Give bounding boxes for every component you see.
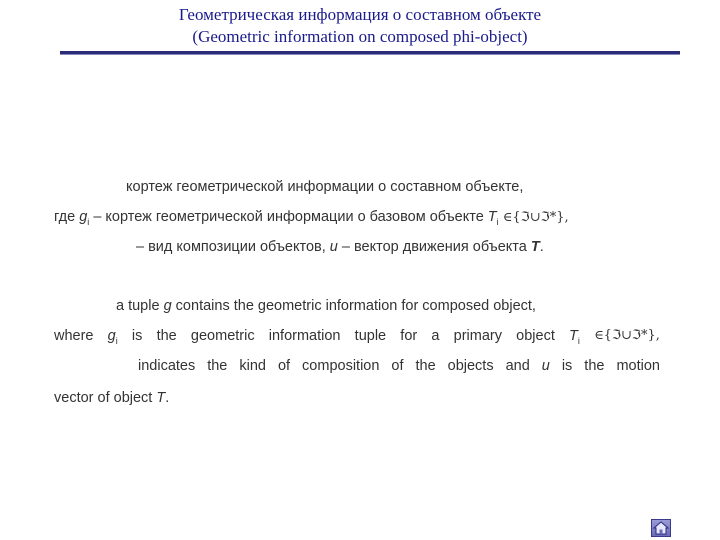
ru-line-2: где $g_i$ – кортеж геометрической информации о базовом объекте $T_i$ ∈{ℑ∪ℑ*}, xyxy=(54,209,569,227)
home-button[interactable] xyxy=(651,519,671,537)
en-line-3: indicates the kind of composition of the objects and u is the motion xyxy=(138,358,660,374)
title-english: (Geometric information on composed phi-object) xyxy=(192,27,528,46)
title-russian: Геометрическая информация о составном объекте xyxy=(178,5,542,24)
en-line-1: a tuple g contains the geometric information for composed object, xyxy=(116,298,536,314)
en-line-4: vector of object T. xyxy=(54,390,170,406)
ru-line-1: кортеж геометрической информации о составном объекте, xyxy=(126,179,524,195)
slide-title xyxy=(0,4,720,48)
title-divider xyxy=(60,51,680,55)
home-icon xyxy=(652,520,670,536)
en-line-2: where $g_i$ is the geometric information tuple for a primary object $T_i$ ∈{ℑ∪ℑ*}, xyxy=(54,328,660,346)
ru-line-3: – вид композиции объектов, u – вектор движения объекта T. xyxy=(136,239,544,255)
